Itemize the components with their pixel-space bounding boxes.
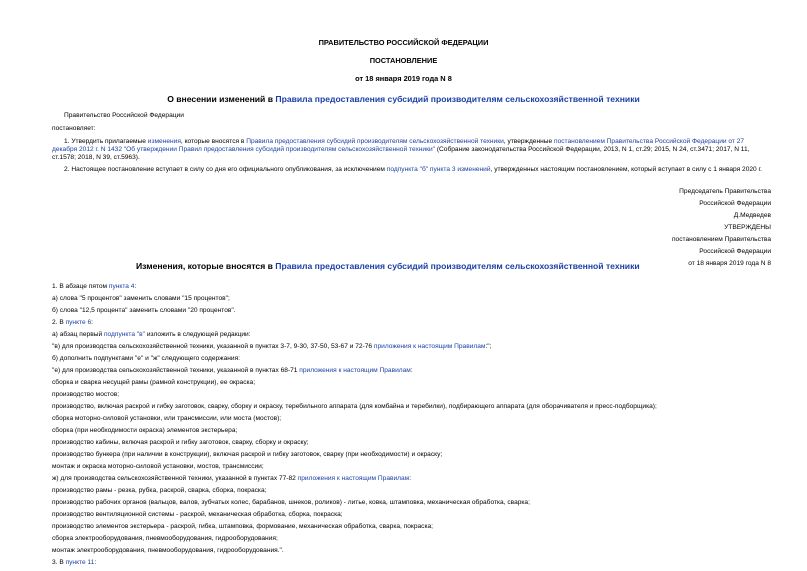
body-line (52, 559, 96, 567)
signature-name: Д.Медведев (733, 212, 771, 219)
point-6-link[interactable]: пункте 6 (65, 319, 92, 326)
body-line (52, 475, 411, 483)
body-line: производство мостов; (52, 391, 120, 398)
document-title-prefix: О внесении изменений в (167, 94, 276, 104)
body-line: сборка и сварка несущей рамы (рамной конструкции), ее окраска; (52, 379, 256, 386)
body-text: 1. В абзаце пятом (52, 283, 109, 290)
point-4-link[interactable]: пункта 4 (108, 283, 135, 290)
body-text: 2. В (52, 319, 66, 326)
body-text: : (409, 475, 412, 482)
rules-link-changes[interactable]: Правила предоставления субсидий производителям сельскохозяйственной техники (275, 261, 640, 271)
resolution-1432-link[interactable]: постановлением Правительства Российской Федерации от 27 декабря 2012 г. N 1432 "Об утверждении Правил предоставления субсидий производителям сельскохозяйственной техники" (52, 138, 745, 154)
p1-text-d: (Собрание законодательства Российской Федерации, 2013, N 1, ст.29; 2015, N 24, ст.3471; 2017, N 11, ст.1578; 2018, N 39, ст.5963). (52, 146, 750, 162)
appendix-link[interactable]: приложения к настоящим Правилам (373, 343, 486, 350)
body-line: монтаж электрооборудования, пневмооборудования, гидрооборудования.". (52, 547, 284, 554)
approved-by-line-2: Российской Федерации (699, 248, 771, 255)
body-line: сборка электрооборудования, пневмооборудования, гидрооборудования; (52, 535, 278, 542)
signature-line-1: Председатель Правительства (679, 188, 771, 195)
body-text: :"; (485, 343, 492, 350)
point-11-link[interactable]: пункте 11 (65, 559, 95, 566)
government-heading: ПРАВИТЕЛЬСТВО РОССИЙСКОЙ ФЕДЕРАЦИИ (318, 38, 489, 47)
body-line (52, 283, 136, 291)
body-text: : (94, 559, 97, 566)
signature-line-2: Российской Федерации (699, 200, 771, 207)
body-line: производство бункера (при наличии в конструкции), включая раскрой и гибку заготовок, сварку (при необходимости) и окраску; (52, 451, 443, 458)
intro-line-1: Правительство Российской Федерации (64, 112, 184, 119)
body-text: "е) для производства сельскохозяйственной техники, указанной в пунктах 68-71 (52, 367, 300, 374)
body-line: б) дополнить подпунктами "е" и "ж" следующего содержания: (52, 355, 240, 362)
body-line: производство рабочих органов (вальцов, валов, зубчатых колес, барабанов, шнеков, роликов) - литье, ковка, штамповка, механическая обработка, сварка; (52, 499, 530, 506)
approved-date: от 18 января 2019 года N 8 (688, 260, 771, 267)
body-line (52, 319, 93, 327)
body-text: 3. В (52, 559, 66, 566)
body-line: а) слова "5 процентов" заменить словами "15 процентов"; (52, 295, 230, 302)
p2-text-a: 2. Настоящее постановление вступает в силу со дня его официального опубликования, за исключением (64, 166, 387, 173)
body-text: а) абзац первый (52, 331, 104, 338)
changes-link[interactable]: изменения (147, 138, 181, 145)
body-line: сборка (при необходимости окраска) элементов экстерьера; (52, 427, 238, 434)
body-text: ж) для производства сельскохозяйственной техники, указанной в пунктах 77-82 (52, 475, 298, 482)
body-text: : (410, 367, 413, 374)
body-text: "в) для производства сельскохозяйственной техники, указанной в пунктах 3-7, 9-30, 37-50, 53-67 и 72-76 (52, 343, 374, 350)
body-line (52, 343, 491, 351)
paragraph-1 (52, 138, 769, 162)
body-line (52, 367, 413, 375)
body-line: производство вентиляционной системы - раскрой, механическая обработка, сборка, покраска; (52, 511, 343, 518)
changes-title-prefix: Изменения, которые вносятся в (136, 261, 276, 271)
p1-text-b: , которые вносятся в (180, 138, 247, 145)
body-line: производство кабины, включая раскрой и гибку заготовок, сварку, сборку и окраску; (52, 439, 309, 446)
appendix-link[interactable]: приложения к настоящим Правилам (299, 367, 411, 374)
approved-by-line-1: постановлением Правительства (671, 236, 771, 243)
body-line: производство рамы - резка, рубка, раскрой, сварка, сборка, покраска; (52, 487, 267, 494)
p1-text-c: , утвержденные (503, 138, 554, 145)
body-text: : (91, 319, 93, 326)
body-line: б) слова "12,5 процента" заменить словами "20 процентов". (52, 307, 236, 314)
paragraph-2 (52, 166, 769, 174)
intro-line-2: постановляет: (52, 125, 96, 132)
subparagraph-v-link[interactable]: подпункта "в" (103, 331, 146, 338)
document-title (0, 94, 807, 104)
rules-link[interactable]: Правила предоставления субсидий производителям сельскохозяйственной техники (275, 94, 640, 104)
approved-label: УТВЕРЖДЕНЫ (724, 224, 771, 231)
p2-text-b: , утвержденных настоящим постановлением, который вступает в силу с 1 января 2020 г. (490, 166, 762, 173)
body-line: монтаж и окраска моторно-силовой установки, мостов, трансмиссии; (52, 463, 264, 470)
document-type: ПОСТАНОВЛЕНИЕ (369, 56, 438, 65)
body-text: изложить в следующей редакции: (145, 331, 251, 338)
body-line (52, 331, 251, 339)
rules-link-p1[interactable]: Правила предоставления субсидий производителям сельскохозяйственной техники (246, 138, 504, 145)
changes-title (136, 261, 640, 271)
body-line: сборка моторно-силовой установки, или трансмиссии, или моста (мостов); (52, 415, 282, 422)
p1-text-a: 1. Утвердить прилагаемые (64, 138, 148, 145)
document-date-number: от 18 января 2019 года N 8 (355, 74, 452, 83)
subparagraph-b-link[interactable]: подпункта "б" пункта 3 изменений (386, 166, 491, 173)
appendix-link[interactable]: приложения к настоящим Правилам (297, 475, 410, 482)
body-line: производство, включая раскрой и гибку заготовок, сварку, сборку и окраску, теребильного аппарата (для комбайна и теребилки), подбирающего аппарата (для оборачивателя и пресс-подборщика); (52, 403, 657, 410)
body-text: : (134, 283, 137, 290)
body-line: производство элементов экстерьера - раскрой, гибка, штамповка, формование, механическая обработка, сварка, покраска; (52, 523, 433, 530)
